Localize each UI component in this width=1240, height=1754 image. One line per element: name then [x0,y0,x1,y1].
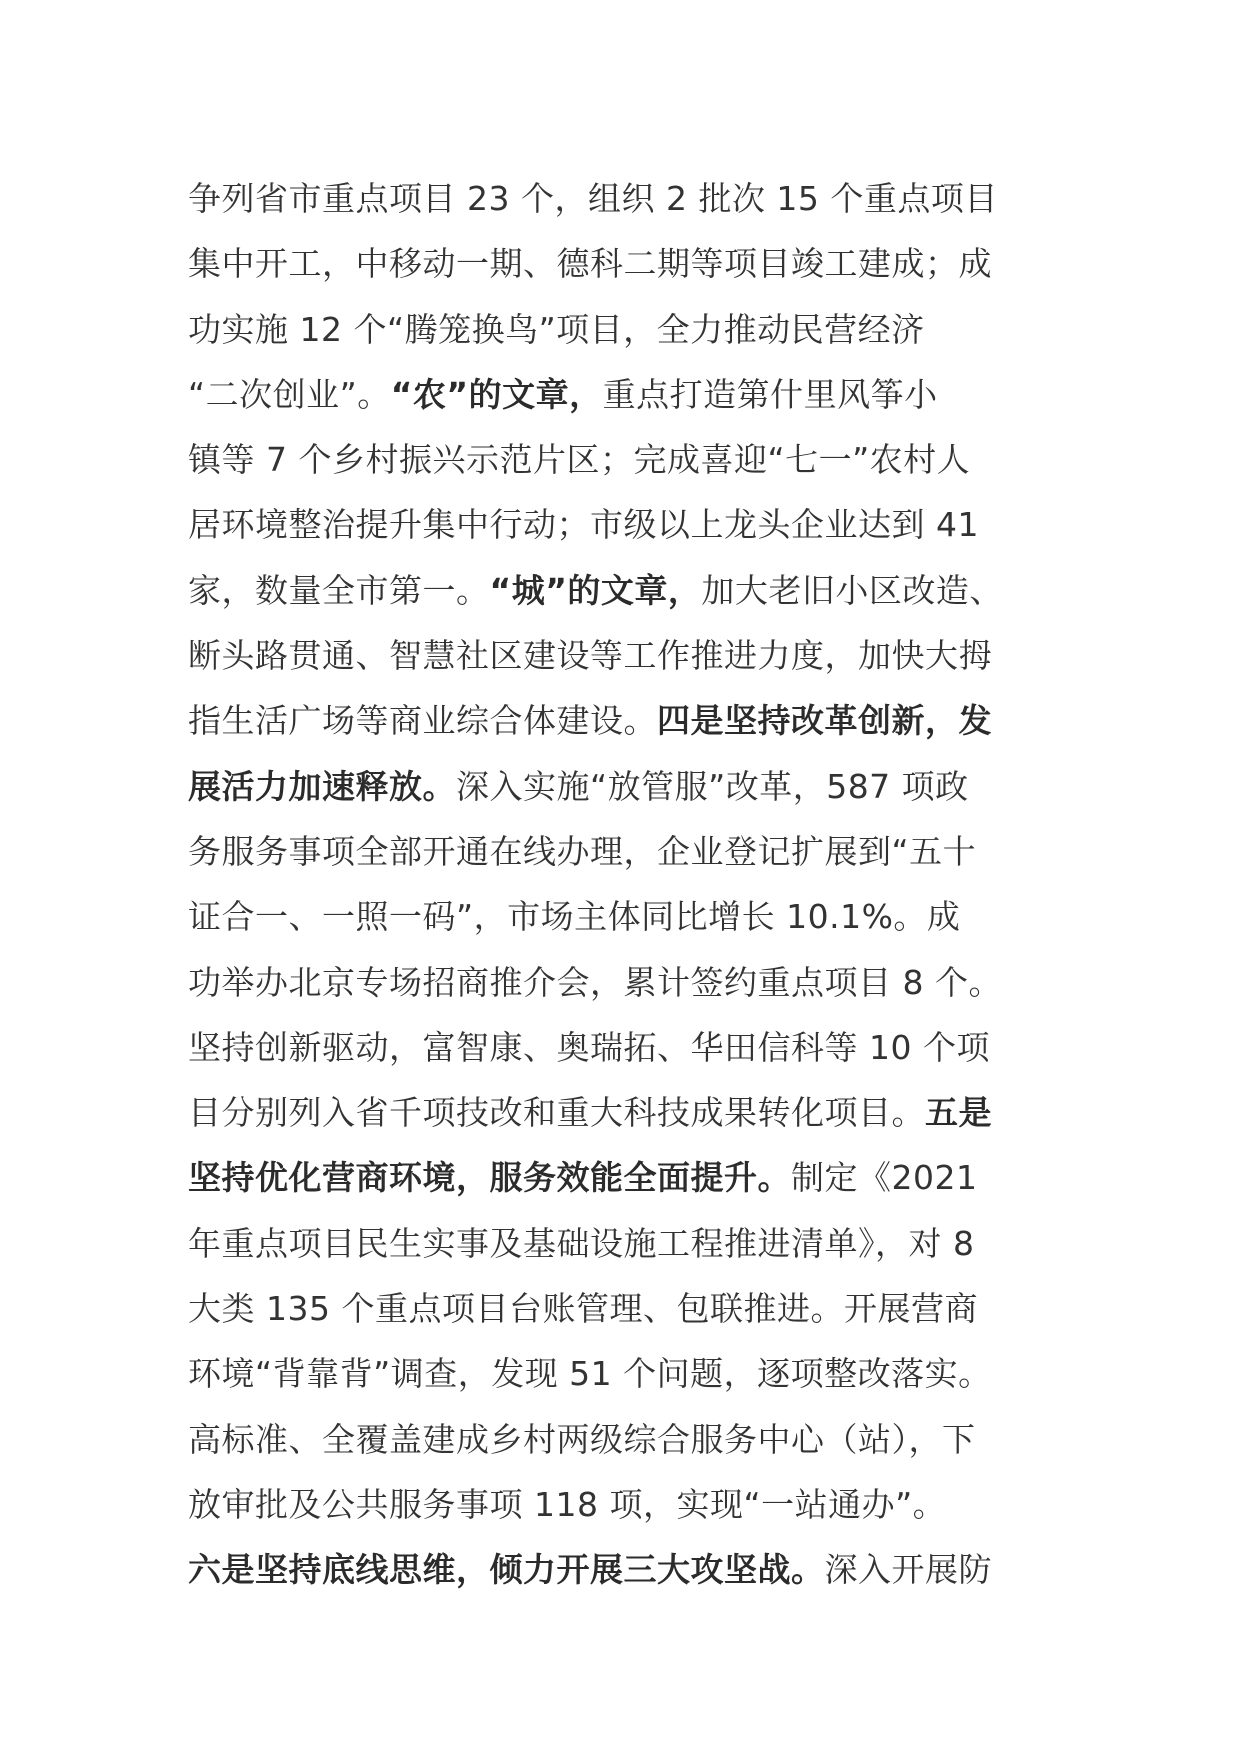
bold-heading-text: “农”的文章， [390,374,603,414]
text-line [188,297,1088,362]
body-text-segment: 深入实施“放管服”改革，587 项政 [456,766,969,806]
bold-heading-text: 五是 [925,1093,992,1133]
text-line [188,688,1088,753]
body-text-segment: 深入开展防 [824,1550,992,1590]
body-text-segment: 务服务事项全部开通在线办理，企业登记扩展到“五十 [188,831,977,871]
text-line [188,1341,1088,1406]
text-line [188,1015,1088,1080]
text-line [188,1211,1088,1276]
bold-heading-text: “城”的文章， [489,570,702,610]
body-text-segment: 争列省市重点项目 23 个，组织 2 批次 15 个重点项目 [188,179,998,218]
body-text-segment: 环境“背靠背”调查，发现 51 个问题，逐项整改落实。 [188,1354,992,1394]
text-line [188,754,1088,819]
body-text-segment: 功举办北京专场招商推介会，累计签约重点项目 8 个。 [188,962,1002,1002]
body-text-segment: “二次创业”。 [188,374,391,414]
body-text-segment: 高标准、全覆盖建成乡村两级综合服务中心（站），下 [188,1419,976,1459]
text-line [188,623,1088,688]
text-line [188,558,1088,623]
bold-heading-text: 六是坚持底线思维，倾力开展三大攻坚战。 [188,1550,825,1590]
body-text-segment: 镇等 7 个乡村振兴示范片区；完成喜迎“七一”农村人 [188,440,971,480]
text-line [188,492,1088,557]
body-text-segment: 断头路贯通、智慧社区建设等工作推进力度，加快大拇 [188,636,992,676]
body-text-segment: 制定《2021 [791,1158,978,1198]
body-text-segment: 年重点项目民生实事及基础设施工程推进清单》，对 8 [188,1223,975,1263]
body-text-segment: 放审批及公共服务事项 118 项，实现“一站通办”。 [188,1484,947,1524]
text-line [188,1080,1088,1145]
body-text-segment: 重点打造第什里风筝小 [602,374,938,414]
text-line [188,1145,1088,1210]
body-text-segment: 证合一、一照一码”，市场主体同比增长 10.1%。成 [188,897,961,937]
body-text-segment: 加大老旧小区改造、 [701,570,1003,610]
body-text-segment: 功实施 12 个“腾笼换鸟”项目，全力推动民营经济 [188,309,925,349]
text-line [188,427,1088,492]
text-line [188,1407,1088,1472]
body-text-segment: 居环境整治提升集中行动；市级以上龙头企业达到 41 [188,505,979,545]
bold-heading-text: 展活力加速释放。 [188,766,456,806]
text-line [188,950,1088,1015]
text-line [188,819,1088,884]
text-line [188,1276,1088,1341]
text-line [188,362,1088,427]
body-text-segment: 指生活广场等商业综合体建设。 [188,701,657,741]
body-text-segment: 坚持创新驱动，富智康、奥瑞拓、华田信科等 10 个项 [188,1027,990,1067]
body-text-segment: 家，数量全市第一。 [188,570,490,610]
bold-heading-text: 坚持优化营商环境，服务效能全面提升。 [188,1158,791,1198]
text-line [188,884,1088,949]
body-text-segment: 集中开工，中移动一期、德科二期等项目竣工建成；成 [188,244,992,284]
text-line [188,166,1088,231]
text-line [188,1537,1088,1602]
body-text [188,166,1088,1603]
body-text-segment: 大类 135 个重点项目台账管理、包联推进。开展营商 [188,1289,978,1329]
body-text-segment: 目分别列入省千项技改和重大科技成果转化项目。 [188,1093,925,1133]
text-line [188,231,1088,296]
bold-heading-text: 四是坚持改革创新，发 [657,701,992,741]
text-line [188,1472,1088,1537]
